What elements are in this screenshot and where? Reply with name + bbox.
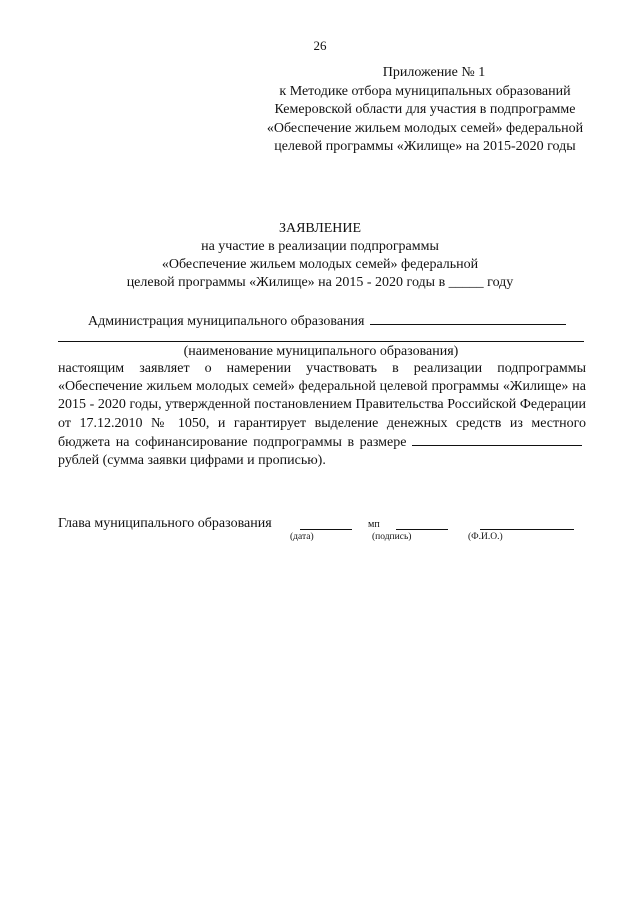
amount-blank [412, 433, 582, 446]
statement-subtitle-3: целевой программы «Жилище» на 2015 - 2020 годы в _____ году [126, 275, 514, 290]
administration-name-blank [370, 310, 566, 325]
statement-subtitle-2: «Обеспечение жильем молодых семей» федеральной [161, 257, 479, 272]
signature-caption: (подпись) [372, 532, 412, 542]
date-blank [300, 529, 352, 530]
date-caption: (дата) [290, 532, 314, 542]
municipality-name-rule [58, 341, 584, 342]
municipality-name-caption: (наименование муниципального образования) [183, 344, 459, 359]
statement-heading: ЗАЯВЛЕНИЕ [278, 221, 362, 236]
statement-title-block [60, 220, 580, 292]
appendix-line-5: целевой программы «Жилище» на 2015-2020 годы [274, 139, 576, 154]
appendix-line-3: Кемеровской области для участия в подпрограмме [274, 102, 576, 117]
fio-blank [480, 529, 574, 530]
appendix-line-1: Приложение № 1 [382, 65, 486, 80]
administration-label: Администрация муниципального образования [88, 314, 365, 329]
fio-caption: (Ф.И.О.) [468, 532, 503, 542]
signature-blank [396, 529, 448, 530]
statement-body-tail: рублей (сумма заявки цифрами и прописью). [58, 453, 326, 469]
page-number: 26 [313, 38, 327, 53]
appendix-block [230, 64, 620, 157]
appendix-line-4: «Обеспечение жильем молодых семей» федеральной [266, 120, 584, 136]
statement-body [58, 360, 586, 470]
signature-label: Глава муниципального образования [58, 516, 272, 531]
statement-subtitle-1: на участие в реализации подпрограммы [201, 239, 439, 254]
appendix-line-2: к Методике отбора муниципальных образований [279, 83, 571, 99]
statement-body-main: настоящим заявляет о намерении участвовать в реализации подпрограммы «Обеспечение жильем молодых семей» федеральной целевой программы «Жилище» на 2015 - 2020 годы, утвержденной постановлением Правительства Российской Федерации от 17.12.2010 № 1050, и гарантирует выделение денежных средств из местного бюджета на софинансирование подпрограммы в размере [58, 361, 586, 450]
stamp-place-label: мп [368, 519, 380, 530]
administration-line [88, 310, 566, 330]
